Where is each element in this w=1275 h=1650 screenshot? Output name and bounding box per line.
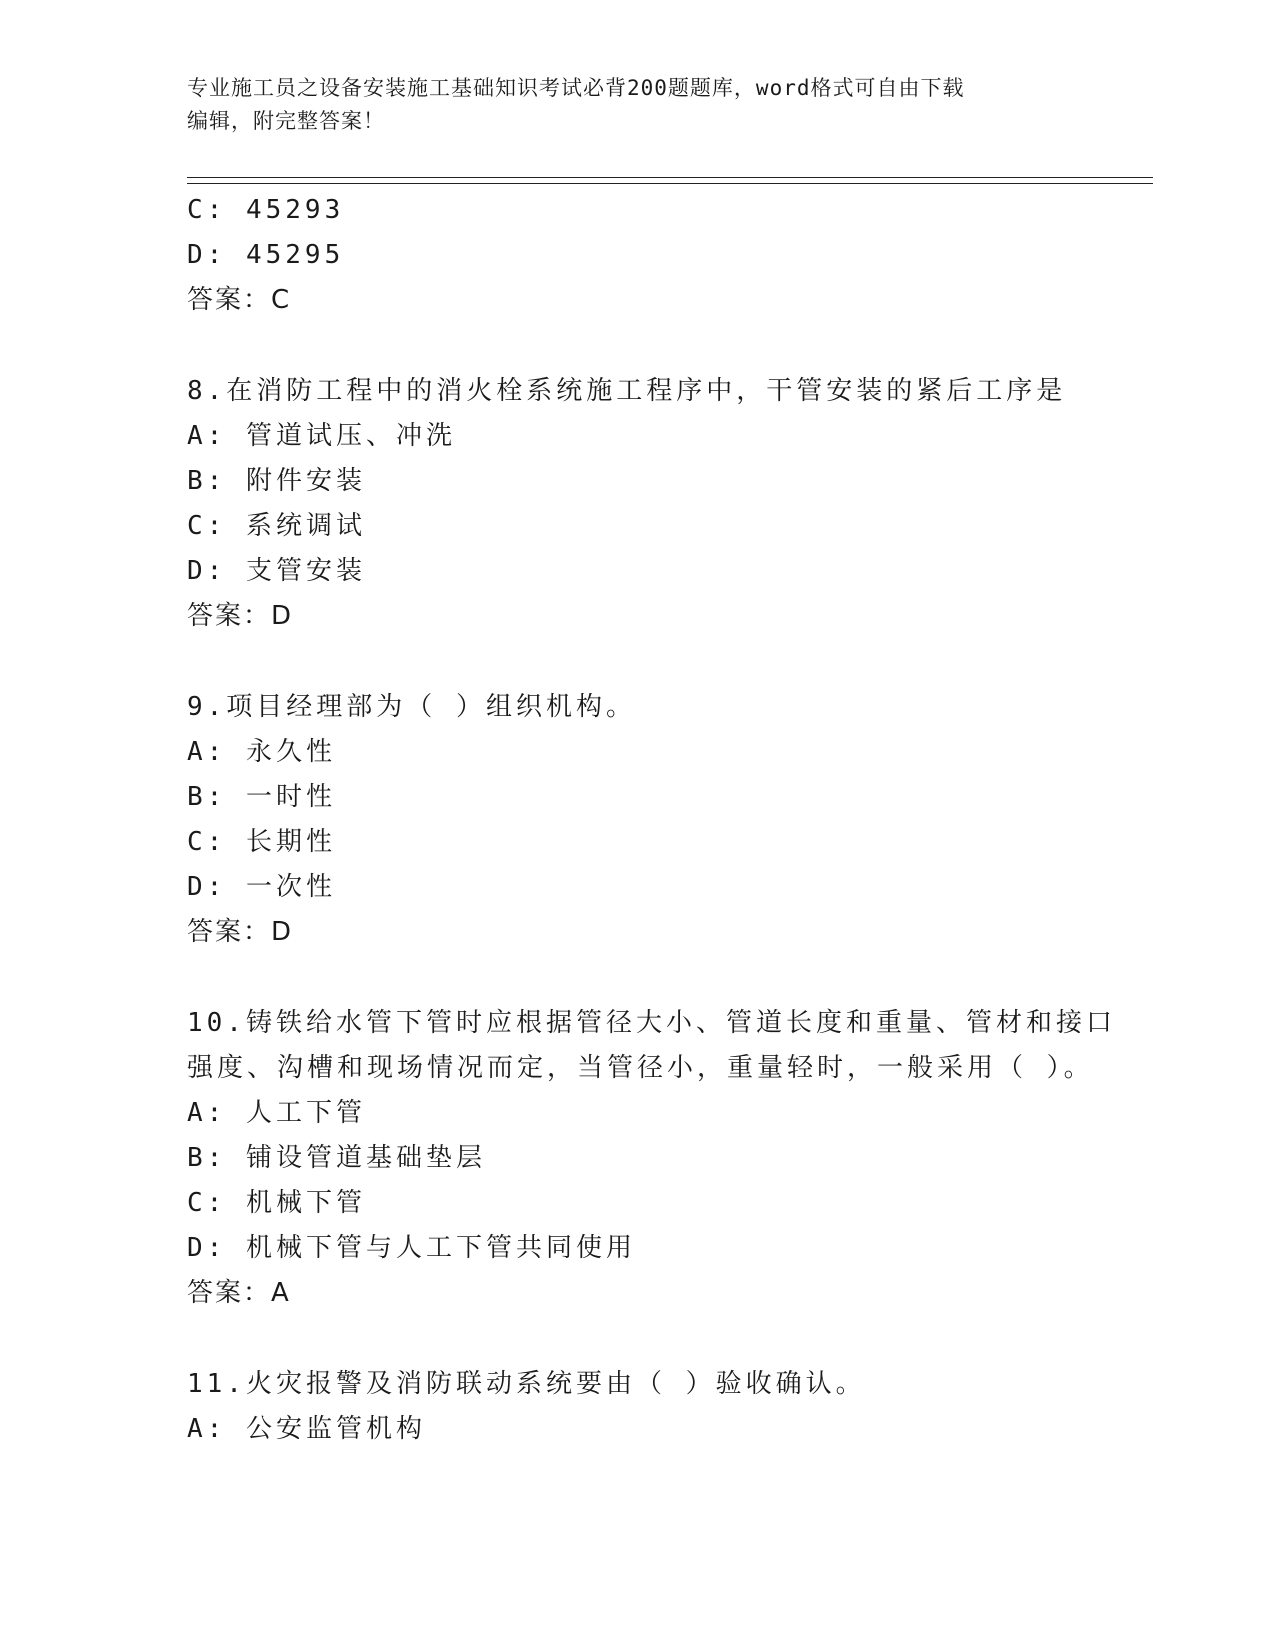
option-a: A: 永久性	[187, 737, 336, 767]
option-c: C: 系统调试	[187, 511, 366, 541]
header-divider-bottom	[187, 183, 1153, 184]
option-c: C: 长期性	[187, 827, 336, 857]
header-divider-top	[187, 177, 1153, 178]
question-stem-line-1: 10.铸铁给水管下管时应根据管径大小、管道长度和重量、管材和接口	[187, 1008, 1116, 1038]
answer: 答案：C	[187, 285, 292, 315]
header-line-1: 专业施工员之设备安装施工基础知识考试必背200题题库，word格式可自由下载	[187, 76, 965, 100]
option-d: D: 一次性	[187, 872, 336, 902]
option-b: B: 附件安装	[187, 466, 366, 496]
option-a: A: 公安监管机构	[187, 1414, 426, 1444]
option-b: B: 一时性	[187, 782, 336, 812]
option-a: A: 管道试压、冲洗	[187, 421, 456, 451]
option-c: C: 45293	[187, 195, 345, 225]
question-stem: 11.火灾报警及消防联动系统要由（ ）验收确认。	[187, 1369, 866, 1399]
option-a: A: 人工下管	[187, 1098, 366, 1128]
option-b: B: 铺设管道基础垫层	[187, 1143, 486, 1173]
header-line-2: 编辑，附完整答案！	[187, 109, 385, 133]
question-stem-line-2: 强度、沟槽和现场情况而定，当管径小，重量轻时，一般采用（ ）。	[187, 1053, 1094, 1083]
answer: 答案：A	[187, 1278, 291, 1308]
answer: 答案：D	[187, 917, 294, 947]
answer: 答案：D	[187, 601, 294, 631]
page-header	[187, 72, 1067, 138]
option-d: D: 机械下管与人工下管共同使用	[187, 1233, 636, 1263]
option-d: D: 45295	[187, 240, 345, 270]
option-d: D: 支管安装	[187, 556, 366, 586]
option-c: C: 机械下管	[187, 1188, 366, 1218]
question-stem: 8.在消防工程中的消火栓系统施工程序中，干管安装的紧后工序是	[187, 376, 1067, 406]
question-stem: 9.项目经理部为（ ）组织机构。	[187, 692, 636, 722]
